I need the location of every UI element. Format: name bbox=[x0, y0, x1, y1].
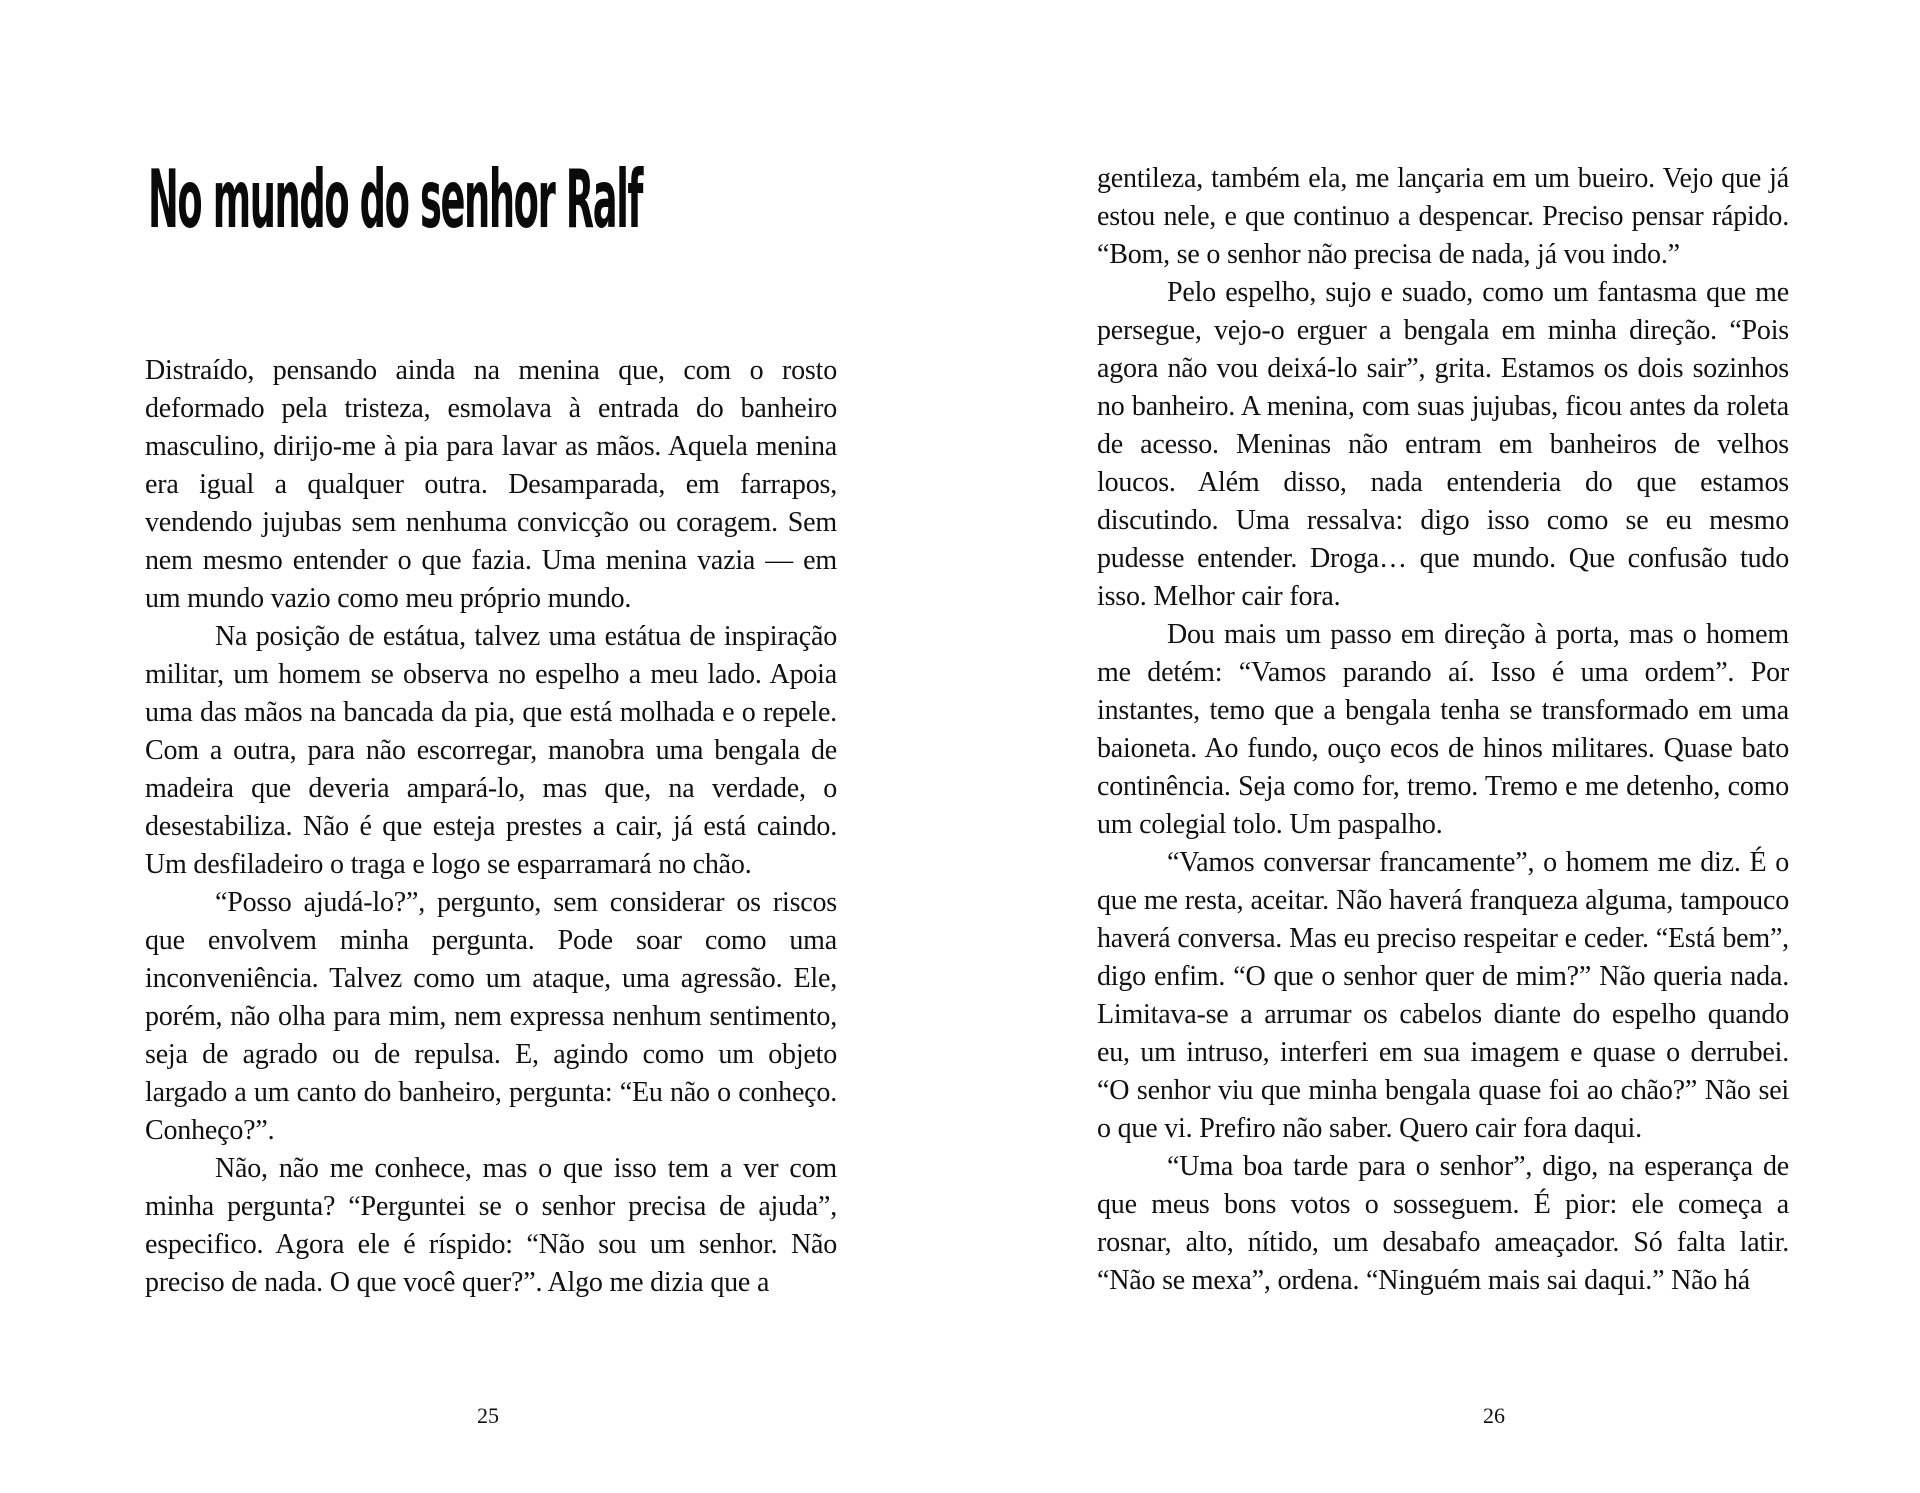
paragraph: “Uma boa tarde para o senhor”, digo, na esperança de que meus bons votos o sosseguem. É pior: ele começa a rosnar, alto, nítido, um desabafo ameaçador. Só falta latir. “Não se mexa”, ordena. “Ninguém mais sai daqui.” Não há bbox=[1097, 1151, 1789, 1296]
right-page-text bbox=[1097, 160, 1789, 1300]
page-number: 25 bbox=[477, 1403, 499, 1428]
paragraph: Na posição de estátua, talvez uma estátua de inspiração militar, um homem se observa no espelho a meu lado. Apoia uma das mãos na bancada da pia, que está molhada e o repele. Com a outra, para não escorregar, manobra uma bengala de madeira que deveria ampará-lo, mas que, na verdade, o desestabiliza. Não é que esteja prestes a cair, já está caindo. Um desfiladeiro o traga e logo se esparramará no chão. bbox=[145, 621, 837, 880]
page-number: 26 bbox=[1483, 1403, 1505, 1428]
paragraph: “Vamos conversar francamente”, o homem me diz. É o que me resta, aceitar. Não haverá franqueza alguma, tampouco haverá conversa. Mas eu preciso respeitar e ceder. “Está bem”, digo enfim. “O que o senhor quer de mim?” Não queria nada. Limitava-se a arrumar os cabelos diante do espelho quando eu, um intruso, interferi em sua imagem e quase o derrubei. “O senhor viu que minha bengala quase foi ao chão?” Não sei o que vi. Prefiro não saber. Quero cair fora daqui. bbox=[1097, 847, 1789, 1144]
right-page bbox=[960, 0, 1920, 1493]
left-page-text bbox=[145, 352, 837, 1302]
paragraph: Pelo espelho, sujo e suado, como um fantasma que me persegue, vejo-o erguer a bengala em minha direção. “Pois agora não vou deixá-lo sair”, grita. Estamos os dois sozinhos no banheiro. A menina, com suas jujubas, ficou antes da roleta de acesso. Meninas não entram em banheiros de velhos loucos. Além disso, nada entenderia do que estamos discutindo. Uma ressalva: digo isso como se eu mesmo pudesse entender. Droga… que mundo. Que confusão tudo isso. Melhor cair fora. bbox=[1097, 277, 1789, 612]
chapter-title: No mundo do senhor Ralf bbox=[148, 153, 643, 246]
paragraph: Dou mais um passo em direção à porta, mas o homem me detém: “Vamos parando aí. Isso é uma ordem”. Por instantes, temo que a bengala tenha se transformado em uma baioneta. Ao fundo, ouço ecos de hinos militares. Quase bato continência. Seja como for, tremo. Tremo e me detenho, como um colegial tolo. Um paspalho. bbox=[1097, 619, 1789, 840]
paragraph: gentileza, também ela, me lançaria em um bueiro. Vejo que já estou nele, e que continuo a despencar. Preciso pensar rápido. “Bom, se o senhor não precisa de nada, já vou indo.” bbox=[1097, 163, 1789, 270]
paragraph: “Posso ajudá-lo?”, pergunto, sem considerar os riscos que envolvem minha pergunta. Pode soar como uma inconveniência. Talvez como um ataque, uma agressão. Ele, porém, não olha para mim, nem expressa nenhum sentimento, seja de agrado ou de repulsa. E, agindo como um objeto largado a um canto do banheiro, pergunta: “Eu não o conheço. Conheço?”. bbox=[145, 887, 837, 1146]
paragraph: Não, não me conhece, mas o que isso tem a ver com minha pergunta? “Perguntei se o senhor precisa de ajuda”, especifico. Agora ele é ríspido: “Não sou um senhor. Não preciso de nada. O que você quer?”. Algo me dizia que a bbox=[145, 1153, 837, 1298]
paragraph: Distraído, pensando ainda na menina que, com o rosto deformado pela tristeza, esmolava à entrada do banheiro masculino, dirijo-me à pia para lavar as mãos. Aquela menina era igual a qualquer outra. Desamparada, em farrapos, vendendo jujubas sem nenhuma convicção ou coragem. Sem nem mesmo entender o que fazia. Uma menina vazia — em um mundo vazio como meu próprio mundo. bbox=[145, 355, 837, 614]
